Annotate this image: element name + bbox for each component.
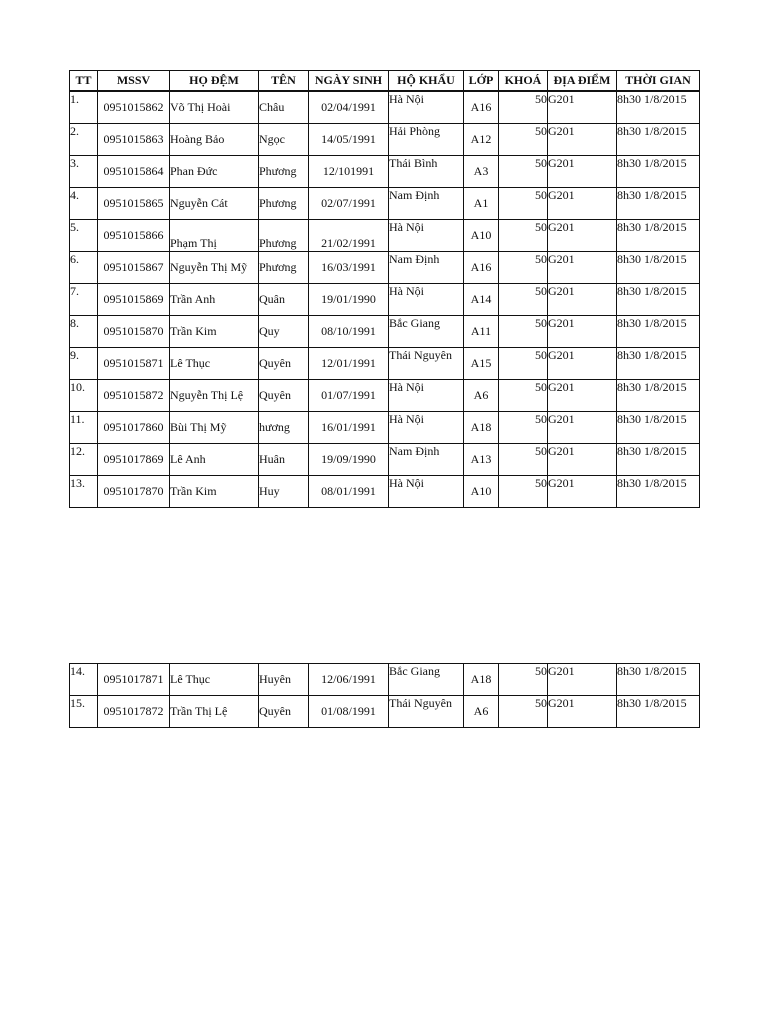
cell-khoa: 50 — [499, 347, 548, 379]
cell-ho-dem: Bùi Thị Mỹ — [170, 411, 259, 443]
cell-thoi-gian: 8h30 1/8/2015 — [617, 379, 700, 411]
cell-ho-dem: Trần Kim — [170, 315, 259, 347]
cell-dia-diem: G201 — [548, 315, 617, 347]
cell-ten: Huân — [259, 443, 309, 475]
cell-tt: 7. — [70, 283, 98, 315]
cell-ho-dem: Nguyễn Cát — [170, 187, 259, 219]
cell-ngay-sinh: 08/01/1991 — [309, 475, 389, 507]
cell-tt: 14. — [70, 664, 98, 696]
cell-ten: Huy — [259, 475, 309, 507]
cell-mssv: 0951015866 — [98, 219, 170, 251]
cell-lop: A15 — [464, 347, 499, 379]
col-header-tt: TT — [70, 71, 98, 92]
cell-ho-khau: Bắc Giang — [389, 315, 464, 347]
cell-mssv: 0951015862 — [98, 91, 170, 123]
cell-dia-diem: G201 — [548, 347, 617, 379]
table-row — [70, 315, 700, 347]
cell-mssv: 0951015870 — [98, 315, 170, 347]
cell-dia-diem: G201 — [548, 155, 617, 187]
cell-mssv: 0951015865 — [98, 187, 170, 219]
cell-tt: 8. — [70, 315, 98, 347]
cell-ngay-sinh: 08/10/1991 — [309, 315, 389, 347]
cell-ten: Quyên — [259, 696, 309, 728]
cell-thoi-gian: 8h30 1/8/2015 — [617, 123, 700, 155]
cell-ten: hương — [259, 411, 309, 443]
cell-ten: Huyên — [259, 664, 309, 696]
cell-ho-khau: Nam Định — [389, 251, 464, 283]
cell-ngay-sinh: 19/09/1990 — [309, 443, 389, 475]
table-row — [70, 696, 700, 728]
cell-ho-dem: Lê Thục — [170, 664, 259, 696]
cell-lop: A10 — [464, 219, 499, 251]
cell-ten: Phương — [259, 155, 309, 187]
cell-ho-khau: Hà Nội — [389, 283, 464, 315]
cell-mssv: 0951017870 — [98, 475, 170, 507]
cell-thoi-gian: 8h30 1/8/2015 — [617, 155, 700, 187]
cell-thoi-gian: 8h30 1/8/2015 — [617, 219, 700, 251]
cell-ten: Quân — [259, 283, 309, 315]
cell-ho-khau: Hà Nội — [389, 475, 464, 507]
cell-dia-diem: G201 — [548, 475, 617, 507]
cell-ngay-sinh: 12/06/1991 — [309, 664, 389, 696]
student-roster-table-continued — [69, 663, 700, 728]
cell-dia-diem: G201 — [548, 411, 617, 443]
cell-ten: Quyên — [259, 347, 309, 379]
cell-thoi-gian: 8h30 1/8/2015 — [617, 443, 700, 475]
cell-ngay-sinh: 01/08/1991 — [309, 696, 389, 728]
table-row — [70, 283, 700, 315]
cell-khoa: 50 — [499, 411, 548, 443]
table-row — [70, 379, 700, 411]
cell-ho-dem: Trần Thị Lệ — [170, 696, 259, 728]
cell-khoa: 50 — [499, 315, 548, 347]
cell-ngay-sinh: 02/04/1991 — [309, 91, 389, 123]
table-row — [70, 123, 700, 155]
cell-ho-khau: Hà Nội — [389, 91, 464, 123]
table-row — [70, 155, 700, 187]
cell-thoi-gian: 8h30 1/8/2015 — [617, 283, 700, 315]
cell-khoa: 50 — [499, 91, 548, 123]
cell-ho-khau: Hà Nội — [389, 219, 464, 251]
cell-khoa: 50 — [499, 251, 548, 283]
cell-lop: A18 — [464, 411, 499, 443]
cell-lop: A11 — [464, 315, 499, 347]
table-row — [70, 187, 700, 219]
cell-mssv: 0951015871 — [98, 347, 170, 379]
cell-tt: 2. — [70, 123, 98, 155]
cell-ho-khau: Hải Phòng — [389, 123, 464, 155]
cell-ten: Quyên — [259, 379, 309, 411]
table-row — [70, 219, 700, 251]
cell-lop: A16 — [464, 91, 499, 123]
cell-thoi-gian: 8h30 1/8/2015 — [617, 664, 700, 696]
cell-ten: Ngọc — [259, 123, 309, 155]
cell-ho-dem: Hoàng Bảo — [170, 123, 259, 155]
col-header-dia-diem: ĐỊA ĐIỂM — [548, 71, 617, 92]
cell-lop: A6 — [464, 696, 499, 728]
cell-ho-dem: Lê Thục — [170, 347, 259, 379]
cell-lop: A14 — [464, 283, 499, 315]
col-header-thoi-gian: THỜI GIAN — [617, 71, 700, 92]
cell-mssv: 0951017872 — [98, 696, 170, 728]
cell-ngay-sinh: 12/01/1991 — [309, 347, 389, 379]
table-row — [70, 251, 700, 283]
cell-thoi-gian: 8h30 1/8/2015 — [617, 91, 700, 123]
cell-ho-dem: Lê Anh — [170, 443, 259, 475]
cell-lop: A18 — [464, 664, 499, 696]
col-header-ho-dem: HỌ ĐỆM — [170, 71, 259, 92]
col-header-ngay-sinh: NGÀY SINH — [309, 71, 389, 92]
col-header-lop: LỚP — [464, 71, 499, 92]
cell-lop: A6 — [464, 379, 499, 411]
cell-khoa: 50 — [499, 379, 548, 411]
cell-lop: A1 — [464, 187, 499, 219]
cell-ho-dem: Trần Anh — [170, 283, 259, 315]
cell-khoa: 50 — [499, 283, 548, 315]
cell-ho-dem: Nguyễn Thị Mỹ — [170, 251, 259, 283]
col-header-khoa: KHOÁ — [499, 71, 548, 92]
cell-thoi-gian: 8h30 1/8/2015 — [617, 347, 700, 379]
cell-thoi-gian: 8h30 1/8/2015 — [617, 187, 700, 219]
cell-dia-diem: G201 — [548, 696, 617, 728]
header-row — [70, 71, 700, 92]
cell-ten: Phương — [259, 187, 309, 219]
cell-dia-diem: G201 — [548, 251, 617, 283]
table-row — [70, 443, 700, 475]
cell-tt: 12. — [70, 443, 98, 475]
cell-ten: Phương — [259, 219, 309, 251]
cell-ten: Quy — [259, 315, 309, 347]
cell-khoa: 50 — [499, 475, 548, 507]
cell-ho-khau: Thái Nguyên — [389, 696, 464, 728]
cell-ngay-sinh: 14/05/1991 — [309, 123, 389, 155]
cell-ngay-sinh: 19/01/1990 — [309, 283, 389, 315]
cell-lop: A13 — [464, 443, 499, 475]
cell-ho-khau: Hà Nội — [389, 379, 464, 411]
cell-tt: 6. — [70, 251, 98, 283]
cell-lop: A3 — [464, 155, 499, 187]
cell-khoa: 50 — [499, 696, 548, 728]
cell-tt: 10. — [70, 379, 98, 411]
cell-mssv: 0951017860 — [98, 411, 170, 443]
cell-mssv: 0951015863 — [98, 123, 170, 155]
cell-khoa: 50 — [499, 219, 548, 251]
cell-tt: 11. — [70, 411, 98, 443]
cell-ho-khau: Bắc Giang — [389, 664, 464, 696]
cell-ngay-sinh: 02/07/1991 — [309, 187, 389, 219]
table-row — [70, 411, 700, 443]
cell-tt: 15. — [70, 696, 98, 728]
cell-lop: A12 — [464, 123, 499, 155]
cell-ho-khau: Nam Định — [389, 443, 464, 475]
cell-dia-diem: G201 — [548, 664, 617, 696]
cell-ngay-sinh: 01/07/1991 — [309, 379, 389, 411]
cell-mssv: 0951015869 — [98, 283, 170, 315]
cell-ho-dem: Võ Thị Hoài — [170, 91, 259, 123]
table-row — [70, 91, 700, 123]
cell-ngay-sinh: 16/03/1991 — [309, 251, 389, 283]
cell-tt: 13. — [70, 475, 98, 507]
table-row — [70, 347, 700, 379]
cell-ho-khau: Thái Bình — [389, 155, 464, 187]
cell-ngay-sinh: 21/02/1991 — [309, 219, 389, 251]
cell-thoi-gian: 8h30 1/8/2015 — [617, 696, 700, 728]
cell-mssv: 0951015867 — [98, 251, 170, 283]
cell-ho-dem: Trần Kim — [170, 475, 259, 507]
cell-tt: 4. — [70, 187, 98, 219]
cell-thoi-gian: 8h30 1/8/2015 — [617, 475, 700, 507]
col-header-mssv: MSSV — [98, 71, 170, 92]
cell-dia-diem: G201 — [548, 443, 617, 475]
cell-ho-dem: Phạm Thị — [170, 219, 259, 251]
cell-tt: 9. — [70, 347, 98, 379]
col-header-ten: TÊN — [259, 71, 309, 92]
cell-dia-diem: G201 — [548, 187, 617, 219]
cell-mssv: 0951015864 — [98, 155, 170, 187]
cell-ho-khau: Thái Nguyên — [389, 347, 464, 379]
cell-dia-diem: G201 — [548, 219, 617, 251]
cell-khoa: 50 — [499, 187, 548, 219]
cell-ho-khau: Hà Nội — [389, 411, 464, 443]
cell-thoi-gian: 8h30 1/8/2015 — [617, 315, 700, 347]
cell-khoa: 50 — [499, 123, 548, 155]
cell-khoa: 50 — [499, 155, 548, 187]
cell-dia-diem: G201 — [548, 283, 617, 315]
cell-dia-diem: G201 — [548, 379, 617, 411]
cell-ho-dem: Nguyễn Thị Lệ — [170, 379, 259, 411]
cell-ten: Châu — [259, 91, 309, 123]
cell-dia-diem: G201 — [548, 123, 617, 155]
cell-ten: Phương — [259, 251, 309, 283]
cell-mssv: 0951017869 — [98, 443, 170, 475]
cell-tt: 1. — [70, 91, 98, 123]
student-roster-table — [69, 70, 700, 508]
cell-thoi-gian: 8h30 1/8/2015 — [617, 411, 700, 443]
table-row — [70, 475, 700, 507]
cell-khoa: 50 — [499, 664, 548, 696]
cell-ho-khau: Nam Định — [389, 187, 464, 219]
cell-thoi-gian: 8h30 1/8/2015 — [617, 251, 700, 283]
cell-lop: A10 — [464, 475, 499, 507]
cell-tt: 5. — [70, 219, 98, 251]
cell-mssv: 0951015872 — [98, 379, 170, 411]
cell-ngay-sinh: 16/01/1991 — [309, 411, 389, 443]
cell-dia-diem: G201 — [548, 91, 617, 123]
cell-khoa: 50 — [499, 443, 548, 475]
cell-lop: A16 — [464, 251, 499, 283]
cell-ngay-sinh: 12/101991 — [309, 155, 389, 187]
cell-ho-dem: Phan Đức — [170, 155, 259, 187]
cell-tt: 3. — [70, 155, 98, 187]
table-row — [70, 664, 700, 696]
cell-mssv: 0951017871 — [98, 664, 170, 696]
col-header-ho-khau: HỘ KHẨU — [389, 71, 464, 92]
